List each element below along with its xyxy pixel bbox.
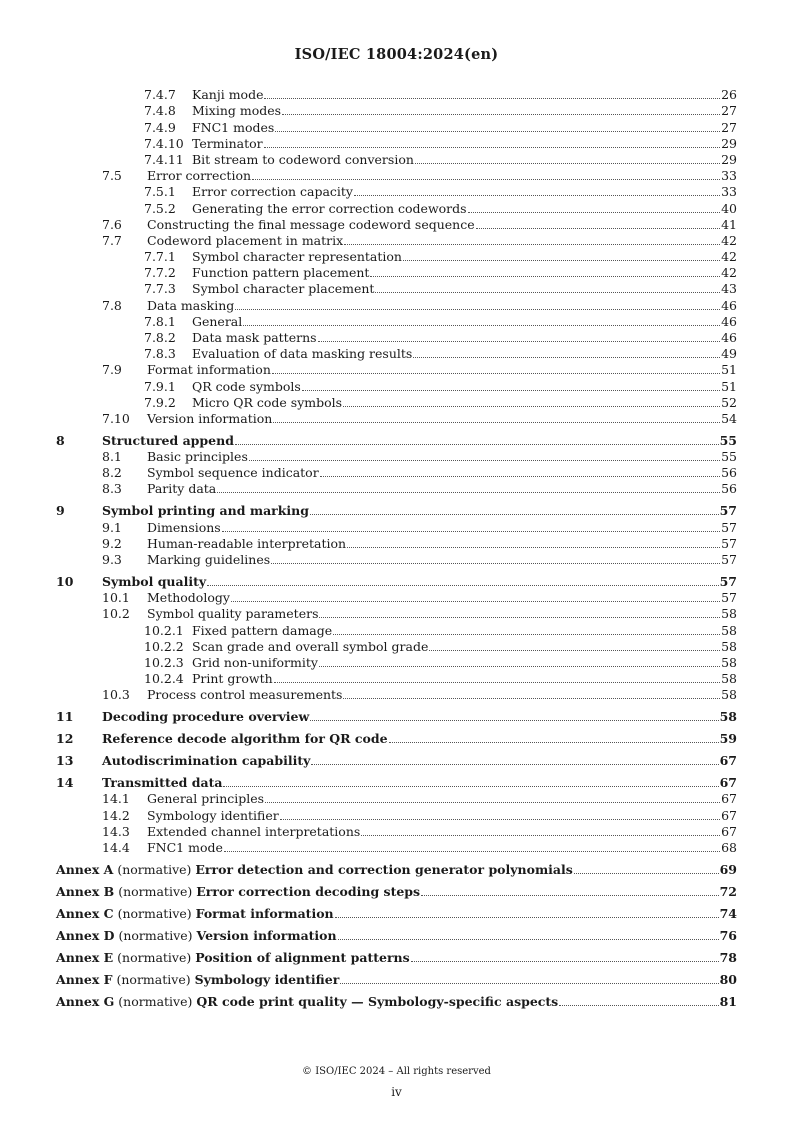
toc-entry-page: 29 [721, 135, 737, 151]
toc-entry-number: 11 [56, 709, 74, 725]
toc-entry-number: 10.3 [102, 687, 130, 703]
toc-entry[interactable] [56, 102, 737, 118]
annex-label: Annex A [56, 862, 114, 877]
toc-entry-title: Symbol sequence indicator [147, 465, 319, 481]
toc-entry-number: 8 [56, 432, 65, 448]
toc-entry[interactable] [56, 183, 737, 199]
toc-entry-title: QR code print quality — Symbology-specific aspects [196, 993, 559, 1009]
toc-entry-number: 7.9 [102, 362, 122, 378]
toc-entry-page: 58 [721, 622, 737, 638]
toc-entry-page: 51 [721, 378, 737, 394]
toc-entry-number: 7.7 [102, 232, 122, 248]
dot-leader [264, 147, 720, 148]
annex-type: (normative) [118, 993, 193, 1009]
toc-entry-title: Version information [196, 927, 337, 943]
toc-entry-title: Grid non-uniformity [192, 654, 318, 670]
annex-label: Annex C [56, 905, 114, 921]
toc-entry-number: 10.2.2 [144, 638, 184, 654]
toc-entry[interactable] [56, 927, 737, 943]
toc-entry[interactable] [56, 264, 737, 280]
toc-entry-title: Error correction capacity [192, 184, 353, 200]
toc-entry[interactable] [56, 670, 737, 686]
dot-leader [224, 851, 720, 852]
toc-entry[interactable] [56, 993, 737, 1009]
document-header: ISO/IEC 18004:2024(en) [294, 46, 499, 63]
toc-entry-page: 57 [719, 574, 737, 590]
toc-entry-number: 10.2.4 [144, 671, 184, 687]
toc-entry-title: Fixed pattern damage [192, 622, 333, 638]
toc-entry-page: 76 [719, 927, 737, 943]
toc-entry[interactable] [56, 686, 737, 702]
toc-entry-title: Kanji mode [192, 87, 264, 103]
dot-leader [361, 835, 720, 836]
toc-entry-page: 69 [719, 862, 737, 877]
toc-entry-title: Structured append [102, 432, 234, 448]
annex-label: Annex E [56, 949, 114, 965]
toc-entry[interactable] [56, 502, 737, 518]
dot-leader [231, 601, 720, 602]
toc-entry-title: Version information [147, 410, 273, 426]
toc-entry-title: Function pattern placement [192, 265, 370, 281]
toc-entry-number: 7.10 [102, 410, 130, 426]
toc-entry-page: 57 [721, 590, 737, 606]
toc-entry[interactable] [56, 654, 737, 670]
annex-type: (normative) [116, 971, 191, 987]
toc-entry-page: 33 [721, 168, 737, 184]
toc-entry-number: 7.7.1 [144, 249, 176, 265]
toc-entry-title: Reference decode algorithm for QR code [102, 731, 388, 747]
toc-entry[interactable] [56, 199, 737, 215]
toc-entry-title: Symbol quality parameters [147, 606, 319, 622]
dot-leader [264, 98, 720, 99]
toc-entry-title: Methodology [147, 590, 230, 606]
toc-entry[interactable] [56, 949, 737, 965]
toc-entry-title: Format information [147, 362, 271, 378]
toc-entry-page: 67 [719, 775, 737, 791]
dot-leader [319, 617, 720, 618]
toc-entry-page: 40 [721, 200, 737, 216]
toc-entry-title: Symbol character placement [192, 281, 375, 297]
toc-entry-page: 46 [721, 297, 737, 313]
toc-entry-page: 58 [721, 606, 737, 622]
dot-leader [265, 802, 720, 803]
toc-entry-page: 58 [719, 709, 737, 725]
toc-entry[interactable] [56, 296, 737, 312]
toc-entry-page: 33 [721, 184, 737, 200]
toc-entry-title: Error detection and correction generator polynomials [195, 862, 573, 877]
dot-leader [280, 819, 720, 820]
toc-entry-title: FNC1 modes [192, 119, 275, 135]
toc-entry-number: 12 [56, 731, 74, 747]
dot-leader [318, 341, 721, 342]
toc-entry-number: 10.2.3 [144, 654, 184, 670]
dot-leader [310, 514, 719, 515]
toc-entry[interactable] [56, 432, 737, 448]
toc-entry-title: Constructing the final message codeword sequence [147, 216, 475, 232]
toc-entry-title: Marking guidelines [147, 552, 271, 568]
toc-entry-number: 7.5.1 [144, 184, 176, 200]
toc-entry-page: 46 [721, 330, 737, 345]
toc-entry[interactable] [56, 151, 737, 167]
toc-entry-page: 46 [721, 313, 737, 329]
toc-entry[interactable] [56, 971, 737, 987]
toc-entry[interactable] [56, 394, 737, 410]
toc-entry[interactable] [56, 839, 737, 855]
toc-entry-page: 54 [721, 410, 737, 426]
dot-leader [275, 131, 720, 132]
dot-leader [574, 873, 719, 874]
dot-leader [222, 531, 720, 532]
toc-entry-number: 10.1 [102, 590, 130, 606]
toc-entry-number: 7.4.7 [144, 87, 176, 103]
dot-leader [476, 228, 720, 229]
toc-entry-number: 7.8 [102, 297, 122, 313]
toc-entry-number: 10.2 [102, 606, 130, 622]
toc-entry-page: 67 [721, 807, 737, 823]
toc-entry[interactable] [56, 518, 737, 534]
toc-entry[interactable] [56, 377, 737, 393]
dot-leader [207, 585, 718, 586]
toc-entry-number: 7.8.2 [144, 330, 176, 345]
toc-entry[interactable] [56, 280, 737, 296]
annex-label: Annex G [56, 993, 115, 1009]
toc-entry-page: 42 [721, 265, 737, 281]
toc-entry[interactable] [56, 708, 737, 724]
toc-entry-number: 14.1 [102, 791, 130, 807]
toc-entry-page: 67 [721, 791, 737, 807]
toc-entry-number: 7.8.3 [144, 346, 176, 362]
dot-leader [415, 163, 720, 164]
dot-leader [354, 195, 720, 196]
dot-leader [311, 764, 718, 765]
toc-entry-page: 57 [721, 535, 737, 551]
toc-entry-title: Terminator [192, 135, 263, 151]
toc-entry-number: 14.2 [102, 807, 130, 823]
toc-entry-title: Basic principles [147, 449, 248, 465]
toc-entry-page: 78 [719, 949, 737, 965]
toc-entry-number: 10 [56, 574, 74, 590]
dot-leader [235, 309, 720, 310]
dot-leader [338, 939, 719, 940]
toc-entry-title: Process control measurements [147, 687, 343, 703]
toc-entry-page: 67 [721, 823, 737, 839]
toc-entry[interactable] [56, 216, 737, 232]
toc-entry[interactable] [56, 329, 737, 345]
toc-entry-number: 7.9.2 [144, 394, 176, 410]
dot-leader [243, 325, 720, 326]
toc-entry-page: 68 [721, 840, 737, 856]
dot-leader [223, 786, 718, 787]
toc-entry-title: Human-readable interpretation [147, 535, 347, 551]
dot-leader [319, 666, 720, 667]
dot-leader [347, 547, 720, 548]
toc-entry[interactable] [56, 118, 737, 134]
toc-entry-number: 10.2.1 [144, 622, 184, 638]
toc-entry[interactable] [56, 883, 737, 899]
toc-entry[interactable] [56, 361, 737, 377]
dot-leader [302, 390, 720, 391]
dot-leader [271, 563, 720, 564]
toc-entry[interactable] [56, 861, 737, 877]
toc-entry[interactable] [56, 730, 737, 746]
toc-entry-number: 8.3 [102, 481, 122, 497]
toc-entry[interactable] [56, 464, 737, 480]
table-of-contents [56, 86, 737, 1009]
dot-leader [335, 917, 719, 918]
toc-entry-title: General principles [147, 791, 265, 807]
toc-entry-title: Symbol character representation [192, 249, 402, 265]
toc-entry-page: 41 [721, 216, 737, 232]
toc-entry-title: Scan grade and overall symbol grade [192, 638, 429, 654]
dot-leader [429, 650, 720, 651]
toc-entry-page: 43 [721, 281, 737, 297]
toc-entry[interactable] [56, 573, 737, 589]
toc-entry-number: 7.4.10 [144, 135, 184, 151]
toc-entry[interactable] [56, 752, 737, 768]
annex-type: (normative) [118, 883, 193, 899]
toc-entry[interactable] [56, 621, 737, 637]
dot-leader [320, 476, 720, 477]
toc-entry-title: Data mask patterns [192, 330, 317, 345]
toc-entry-page: 59 [719, 731, 737, 747]
toc-entry-title: Autodiscrimination capability [102, 753, 311, 769]
toc-entry-number: 9.2 [102, 535, 122, 551]
toc-entry-page: 52 [721, 394, 737, 410]
toc-entry-page: 74 [719, 905, 737, 921]
dot-leader [340, 983, 718, 984]
toc-entry-title: Dimensions [147, 519, 221, 535]
dot-leader [343, 698, 720, 699]
toc-entry-title: Extended channel interpretations [147, 823, 361, 839]
dot-leader [217, 492, 720, 493]
dot-leader [411, 961, 719, 962]
toc-entry[interactable] [56, 823, 737, 839]
toc-entry-page: 55 [721, 449, 737, 465]
toc-entry-page: 57 [721, 519, 737, 535]
toc-entry-number: 7.5 [102, 168, 122, 184]
toc-entry[interactable] [56, 313, 737, 329]
toc-entry-title: Evaluation of data masking results [192, 346, 413, 362]
toc-entry[interactable] [56, 905, 737, 921]
toc-entry[interactable] [56, 605, 737, 621]
toc-entry-title: Bit stream to codeword conversion [192, 151, 414, 167]
toc-entry-title: Transmitted data [102, 775, 223, 791]
annex-type: (normative) [118, 927, 193, 943]
toc-entry-page: 42 [721, 249, 737, 265]
toc-entry-page: 58 [721, 687, 737, 703]
annex-type: (normative) [117, 949, 192, 965]
dot-leader [375, 292, 720, 293]
toc-entry-number: 7.6 [102, 216, 122, 232]
dot-leader [249, 460, 720, 461]
dot-leader [559, 1005, 718, 1006]
dot-leader [310, 720, 718, 721]
toc-entry-page: 56 [721, 481, 737, 497]
toc-entry-page: 49 [721, 346, 737, 362]
toc-entry-number: 8.2 [102, 465, 122, 481]
toc-entry-title: Error correction decoding steps [196, 883, 421, 899]
toc-entry[interactable] [56, 232, 737, 248]
dot-leader [343, 406, 720, 407]
toc-entry[interactable] [56, 480, 737, 496]
dot-leader [282, 114, 720, 115]
toc-entry[interactable] [56, 790, 737, 806]
dot-leader [252, 179, 720, 180]
toc-entry-title: Micro QR code symbols [192, 394, 343, 410]
toc-entry[interactable] [56, 535, 737, 551]
toc-entry-title: FNC1 mode [147, 840, 223, 856]
toc-entry[interactable] [56, 135, 737, 151]
toc-entry-page: 58 [721, 638, 737, 654]
toc-entry-number: 7.4.11 [144, 151, 184, 167]
toc-entry-title: Mixing modes [192, 103, 282, 119]
toc-entry-number: 9.1 [102, 519, 122, 535]
toc-entry[interactable] [56, 410, 737, 426]
toc-entry-page: 81 [719, 993, 737, 1009]
toc-entry-page: 67 [719, 753, 737, 769]
toc-entry-number: 7.5.2 [144, 200, 176, 216]
toc-entry-number: 14.4 [102, 840, 130, 856]
dot-leader [344, 244, 720, 245]
dot-leader [273, 422, 720, 423]
toc-entry-title: QR code symbols [192, 378, 301, 394]
toc-entry-page: 72 [719, 883, 737, 899]
annex-label: Annex D [56, 927, 115, 943]
toc-entry-page: 29 [721, 151, 737, 167]
toc-entry[interactable] [56, 448, 737, 464]
toc-entry[interactable] [56, 774, 737, 790]
toc-entry-number: 14.3 [102, 823, 130, 839]
toc-entry-title: General [192, 313, 243, 329]
toc-entry-title: Generating the error correction codewords [192, 200, 467, 216]
toc-entry-page: 58 [721, 671, 737, 687]
toc-entry-title: Codeword placement in matrix [147, 232, 344, 248]
toc-entry[interactable] [56, 806, 737, 822]
toc-entry-number: 7.8.1 [144, 313, 176, 329]
toc-entry-number: 9.3 [102, 552, 122, 568]
dot-leader [272, 373, 720, 374]
page-number: iv [391, 1085, 402, 1099]
toc-entry[interactable] [56, 86, 737, 102]
dot-leader [235, 444, 719, 445]
dot-leader [468, 212, 721, 213]
toc-entry-number: 9 [56, 503, 65, 519]
toc-entry-title: Print growth [192, 671, 273, 687]
toc-entry-page: 57 [721, 552, 737, 568]
toc-entry[interactable] [56, 589, 737, 605]
toc-entry-number: 7.4.9 [144, 119, 176, 135]
toc-entry-number: 7.9.1 [144, 378, 176, 394]
dot-leader [389, 742, 719, 743]
annex-type: (normative) [117, 862, 192, 877]
dot-leader [421, 895, 719, 896]
toc-entry-title: Position of alignment patterns [195, 949, 410, 965]
toc-entry-page: 58 [721, 654, 737, 670]
toc-entry-page: 26 [721, 87, 737, 103]
toc-entry-number: 13 [56, 753, 74, 769]
toc-entry[interactable] [56, 167, 737, 183]
toc-entry[interactable] [56, 248, 737, 264]
toc-entry-number: 7.7.3 [144, 281, 176, 297]
toc-entry-page: 57 [719, 503, 737, 519]
toc-entry-number: 7.7.2 [144, 265, 176, 281]
toc-entry-number: 8.1 [102, 449, 122, 465]
copyright-footer: © ISO/IEC 2024 – All rights reserved [302, 1066, 491, 1077]
toc-entry-title: Decoding procedure overview [102, 709, 310, 725]
dot-leader [413, 357, 720, 358]
toc-entry-page: 42 [721, 232, 737, 248]
toc-entry-title: Symbology identifier [147, 807, 279, 823]
dot-leader [333, 634, 720, 635]
annex-type: (normative) [117, 905, 192, 921]
annex-label: Annex B [56, 883, 115, 899]
dot-leader [403, 260, 720, 261]
toc-entry[interactable] [56, 345, 737, 361]
toc-entry-page: 51 [721, 362, 737, 378]
toc-entry-page: 56 [721, 465, 737, 481]
toc-entry-page: 27 [721, 103, 737, 119]
toc-entry-title: Error correction [147, 168, 252, 184]
dot-leader [274, 682, 720, 683]
toc-entry-number: 14 [56, 775, 74, 791]
dot-leader [370, 276, 720, 277]
toc-entry-title: Symbol quality [102, 574, 207, 590]
toc-entry[interactable] [56, 551, 737, 567]
toc-entry-title: Parity data [147, 481, 217, 497]
toc-entry-title: Symbology identifier [194, 971, 340, 987]
toc-entry-page: 80 [719, 971, 737, 987]
toc-entry-title: Symbol printing and marking [102, 503, 309, 519]
toc-entry-title: Format information [195, 905, 334, 921]
toc-entry[interactable] [56, 638, 737, 654]
annex-label: Annex F [56, 971, 113, 987]
toc-entry-title: Data masking [147, 297, 235, 313]
toc-entry-page: 55 [719, 432, 737, 448]
toc-entry-page: 27 [721, 119, 737, 135]
toc-entry-number: 7.4.8 [144, 103, 176, 119]
